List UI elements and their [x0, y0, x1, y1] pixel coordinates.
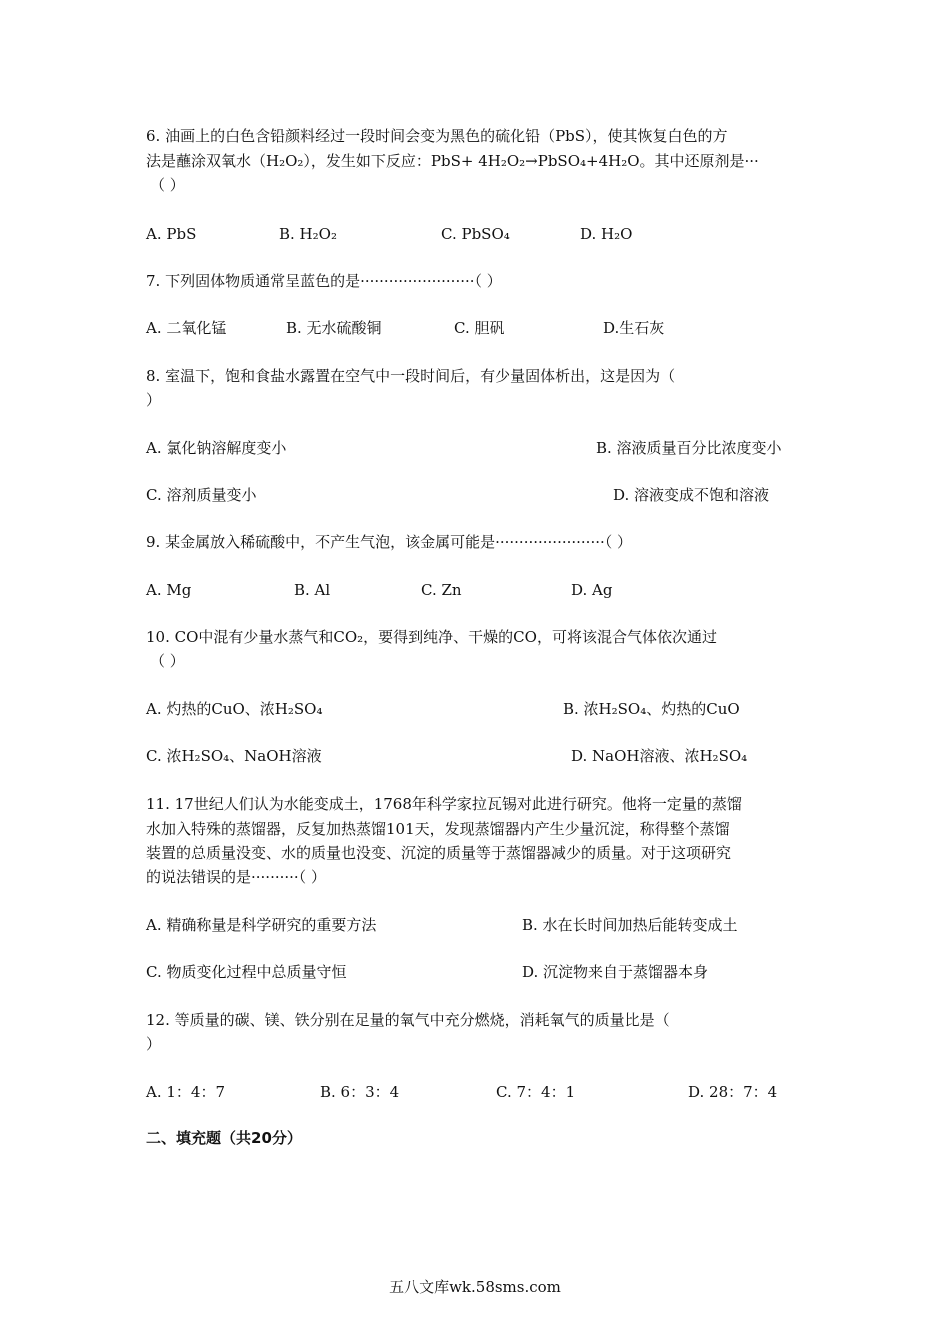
section-heading-fill-in: 二、填充题（共20分） [146, 1129, 302, 1147]
question-6-line-2: 法是蘸涂双氧水（H₂O₂），发生如下反应：PbS+ 4H₂O₂→PbSO₄+4H₂O。其中还原剂是··· [146, 152, 759, 170]
question-7-option-d: D.生石灰 [603, 319, 665, 337]
question-8-option-a: A. 氯化钠溶解度变小 [146, 439, 287, 457]
question-8-option-d: D. 溶液变成不饱和溶液 [613, 486, 770, 504]
question-11-line-3: 装置的总质量没变、水的质量也没变、沉淀的质量等于蒸馏器减少的质量。对于这项研究 [146, 844, 732, 862]
question-11-line-4: 的说法错误的是··········（ ） [146, 868, 326, 886]
question-6-option-b: B. H₂O₂ [279, 225, 337, 243]
question-7-option-b: B. 无水硫酸铜 [286, 319, 382, 337]
question-12-option-a: A. 1：4：7 [146, 1083, 225, 1101]
question-11-line-2: 水加入特殊的蒸馏器，反复加热蒸馏101天，发现蒸馏器内产生少量沉淀，称得整个蒸馏 [146, 820, 730, 838]
question-12-option-b: B. 6：3：4 [320, 1083, 400, 1101]
question-8-line-2: ） [146, 391, 162, 409]
question-12-option-c: C. 7：4：1 [496, 1083, 576, 1101]
question-11-option-a: A. 精确称量是科学研究的重要方法 [146, 916, 377, 934]
question-8-option-c: C. 溶剂质量变小 [146, 486, 257, 504]
question-9-option-d: D. Ag [571, 581, 613, 599]
question-6-option-c: C. PbSO₄ [441, 225, 510, 243]
question-6-line-1: 6. 油画上的白色含铅颜料经过一段时间会变为黑色的硫化铅（PbS），使其恢复白色的方 [146, 127, 728, 145]
question-8-option-b: B. 溶液质量百分比浓度变小 [596, 439, 782, 457]
page-footer-watermark: 五八文库wk.58sms.com [389, 1278, 561, 1296]
question-12-line-2: ） [146, 1035, 162, 1053]
question-10-option-b: B. 浓H₂SO₄、灼热的CuO [563, 700, 740, 718]
question-10-option-a: A. 灼热的CuO、浓H₂SO₄ [146, 700, 323, 718]
question-6-answer-blank: （ ） [150, 176, 185, 194]
question-12-option-d: D. 28：7：4 [688, 1083, 778, 1101]
question-7-option-c: C. 胆矾 [454, 319, 505, 337]
question-10-line-1: 10. CO中混有少量水蒸气和CO₂，要得到纯净、干燥的CO，可将该混合气体依次通过 [146, 628, 717, 646]
question-9-option-a: A. Mg [146, 581, 192, 599]
question-10-option-d: D. NaOH溶液、浓H₂SO₄ [571, 747, 748, 765]
question-10-answer-blank: （ ） [150, 652, 185, 670]
question-6-option-d: D. H₂O [580, 225, 633, 243]
question-9-option-b: B. Al [294, 581, 331, 599]
question-11-option-d: D. 沉淀物来自于蒸馏器本身 [522, 963, 709, 981]
question-10-option-c: C. 浓H₂SO₄、NaOH溶液 [146, 747, 322, 765]
question-9-line-1: 9. 某金属放入稀硫酸中，不产生气泡，该金属可能是·······················（ ） [146, 533, 633, 551]
question-7-line-1: 7. 下列固体物质通常呈蓝色的是························（ ） [146, 272, 502, 290]
question-9-option-c: C. Zn [421, 581, 462, 599]
question-12-line-1: 12. 等质量的碳、镁、铁分别在足量的氧气中充分燃烧，消耗氧气的质量比是（ [146, 1011, 670, 1029]
question-7-option-a: A. 二氧化锰 [146, 319, 227, 337]
question-11-option-b: B. 水在长时间加热后能转变成土 [522, 916, 738, 934]
question-11-line-1: 11. 17世纪人们认为水能变成土，1768年科学家拉瓦锡对此进行研究。他将一定量的蒸馏 [146, 795, 742, 813]
question-6-option-a: A. PbS [146, 225, 197, 243]
question-11-option-c: C. 物质变化过程中总质量守恒 [146, 963, 347, 981]
question-8-line-1: 8. 室温下，饱和食盐水露置在空气中一段时间后，有少量固体析出，这是因为（ [146, 367, 676, 385]
